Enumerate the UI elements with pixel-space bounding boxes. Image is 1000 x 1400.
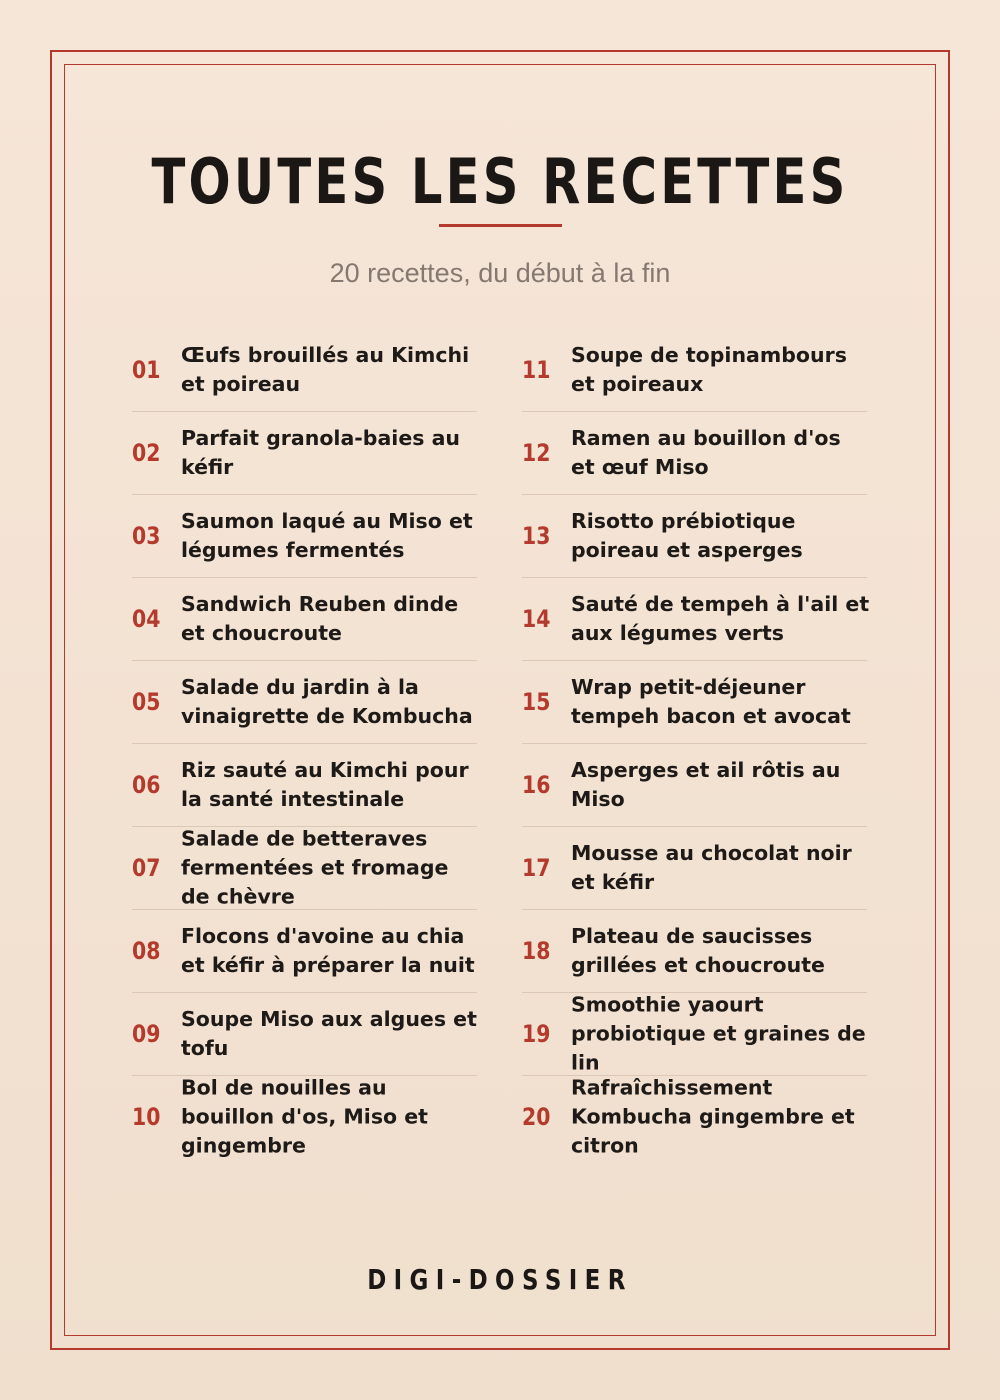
recipe-name: Asperges et ail rôtis au Miso (571, 758, 841, 811)
recipe-number: 14 (522, 605, 551, 633)
recipe-name: Bol de nouilles au bouillon d'os, Miso et gingembre (181, 1075, 428, 1158)
recipe-item[interactable] (132, 328, 477, 411)
recipe-item[interactable] (132, 577, 477, 660)
recipe-item[interactable] (132, 826, 477, 909)
recipe-item[interactable] (522, 1075, 867, 1158)
recipe-number: 17 (522, 854, 551, 882)
recipe-item[interactable] (132, 411, 477, 494)
recipe-number: 07 (132, 854, 161, 882)
title-underline (439, 224, 562, 227)
recipe-name: Flocons d'avoine au chia et kéfir à préparer la nuit (181, 924, 475, 977)
recipe-name: Rafraîchissement Kombucha gingembre et citron (571, 1075, 855, 1158)
recipe-number: 16 (522, 771, 551, 799)
recipe-item[interactable] (132, 909, 477, 992)
recipe-number: 04 (132, 605, 161, 633)
recipe-name: Saumon laqué au Miso et légumes fermentés (181, 509, 473, 562)
recipe-name: Riz sauté au Kimchi pour la santé intestinale (181, 758, 469, 811)
recipe-name: Plateau de saucisses grillées et choucroute (571, 924, 825, 977)
recipe-number: 02 (132, 439, 161, 467)
recipe-item[interactable] (522, 743, 867, 826)
recipe-name: Sauté de tempeh à l'ail et aux légumes verts (571, 592, 870, 645)
recipe-item[interactable] (132, 1075, 477, 1158)
recipe-number: 11 (522, 355, 551, 384)
recipe-item[interactable] (522, 494, 867, 577)
recipe-list-left (132, 328, 477, 1158)
recipe-item[interactable] (522, 660, 867, 743)
recipe-item[interactable] (522, 909, 867, 992)
recipe-number: 09 (132, 1020, 161, 1048)
recipe-list-right (522, 328, 870, 1158)
recipe-number: 12 (522, 439, 551, 467)
recipe-number: 19 (522, 1020, 551, 1048)
recipe-number: 01 (132, 355, 161, 384)
recipe-number: 03 (132, 522, 161, 550)
recipe-name: Salade du jardin à la vinaigrette de Kombucha (181, 675, 473, 728)
recipe-number: 05 (132, 688, 161, 716)
page-title: TOUTES LES RECETTES (151, 145, 849, 218)
recipe-item[interactable] (132, 743, 477, 826)
recipe-item[interactable] (132, 494, 477, 577)
recipe-item[interactable] (522, 992, 867, 1075)
recipe-number: 10 (132, 1103, 161, 1131)
page-subtitle: 20 recettes, du début à la fin (329, 258, 671, 288)
recipe-name: Soupe de topinambours et poireaux (571, 342, 847, 396)
recipe-item[interactable] (522, 577, 870, 660)
recipe-item[interactable] (132, 992, 477, 1075)
recipe-name: Mousse au chocolat noir et kéfir (571, 841, 852, 894)
recipe-item[interactable] (522, 411, 867, 494)
recipe-name: Salade de betteraves fermentées et fromage de chèvre (181, 826, 449, 909)
recipe-item[interactable] (522, 328, 867, 411)
recipe-name: Wrap petit-déjeuner tempeh bacon et avocat (571, 675, 851, 728)
recipe-item[interactable] (522, 826, 867, 909)
recipe-name: Parfait granola-baies au kéfir (181, 426, 461, 479)
recipe-number: 15 (522, 688, 551, 716)
brand-footer: DIGI-DOSSIER (367, 1263, 633, 1296)
recipe-name: Soupe Miso aux algues et tofu (181, 1007, 477, 1060)
recipe-number: 06 (132, 771, 161, 799)
recipe-number: 08 (132, 937, 161, 965)
recipe-name: Œufs brouillés au Kimchi et poireau (181, 342, 470, 396)
recipe-number: 18 (522, 937, 551, 965)
recipe-name: Risotto prébiotique poireau et asperges (571, 509, 803, 562)
recipe-name: Sandwich Reuben dinde et choucroute (181, 592, 459, 645)
recipe-name: Ramen au bouillon d'os et œuf Miso (571, 426, 841, 479)
recipe-number: 20 (522, 1103, 551, 1131)
recipe-item[interactable] (132, 660, 477, 743)
recipe-number: 13 (522, 522, 551, 550)
recipe-name: Smoothie yaourt probiotique et graines de lin (571, 992, 866, 1075)
